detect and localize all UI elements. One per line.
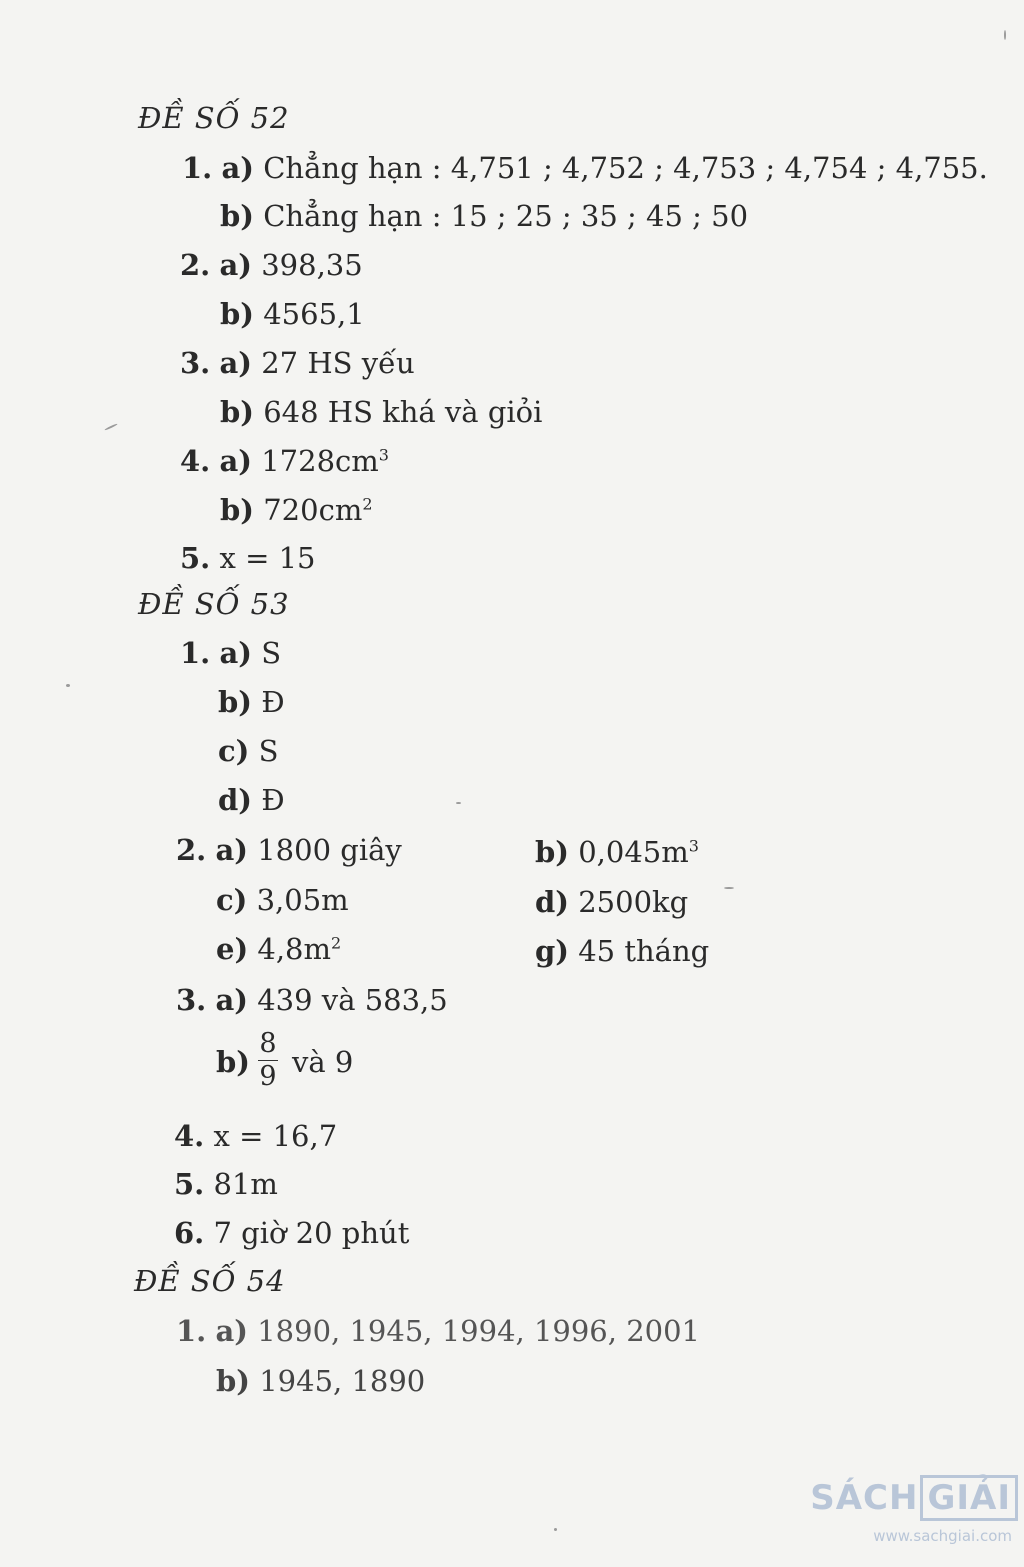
question-number: 4. (180, 444, 211, 478)
answer-53-2d (535, 884, 688, 920)
answer-text: x = 16,7 (213, 1119, 338, 1153)
answer-54-1b (216, 1363, 425, 1399)
answer-53-2c (216, 882, 349, 918)
fraction-8-9 (258, 1030, 278, 1091)
answer-text: 2500kg (578, 885, 689, 919)
answer-text: Chẳng hạn : 15 ; 25 ; 35 ; 45 ; 50 (263, 199, 749, 233)
answer-52-4a (180, 443, 389, 479)
exponent: 3 (378, 445, 389, 465)
part-label: b) (220, 199, 254, 233)
part-label: c) (218, 734, 250, 768)
part-label: b) (218, 685, 252, 719)
part-label: d) (218, 783, 252, 817)
answer-52-2a (180, 247, 363, 283)
fraction-denominator: 9 (259, 1061, 277, 1092)
answer-52-5 (180, 540, 316, 576)
answer-52-2b (220, 296, 365, 332)
answer-text: 4,8m (257, 932, 332, 966)
answer-53-2b (535, 834, 699, 870)
answer-text: 4565,1 (263, 297, 365, 331)
answer-text: 439 và 583,5 (257, 983, 448, 1017)
part-label: a) (215, 1314, 249, 1348)
question-number: 1. (176, 1314, 207, 1348)
answer-text: Đ (261, 685, 285, 719)
answer-53-5 (174, 1166, 278, 1202)
answer-52-1b (220, 198, 748, 234)
part-label: a) (215, 833, 249, 867)
answer-53-4 (174, 1118, 337, 1154)
answer-52-1a (182, 150, 988, 186)
part-label: d) (535, 885, 569, 919)
question-number: 6. (174, 1216, 205, 1250)
answer-52-3b (220, 394, 542, 430)
answer-text: 1800 giây (257, 833, 402, 867)
question-number: 1. (180, 636, 211, 670)
part-label: a) (219, 444, 253, 478)
question-number: 1. (182, 151, 213, 185)
scan-speck (1004, 30, 1006, 40)
question-number: 5. (180, 541, 211, 575)
part-label: a) (219, 346, 253, 380)
answer-53-3a (176, 982, 448, 1018)
logo-text-right: GIẢI (920, 1475, 1018, 1521)
question-number: 2. (180, 248, 211, 282)
question-number: 5. (174, 1167, 205, 1201)
part-label: c) (216, 883, 248, 917)
answer-text: 3,05m (256, 883, 349, 917)
answer-text: 27 HS yếu (261, 346, 415, 380)
answer-text: 1890, 1945, 1994, 1996, 2001 (257, 1314, 700, 1348)
answer-text: 1945, 1890 (259, 1364, 426, 1398)
fraction-numerator: 8 (259, 1028, 277, 1059)
answer-53-1d (218, 782, 285, 818)
logo-wordmark (810, 1475, 1018, 1521)
answer-53-2a (176, 832, 402, 868)
part-label: e) (216, 932, 249, 966)
answer-53-2e (216, 931, 341, 967)
answer-52-3a (180, 345, 415, 381)
part-label: b) (216, 1364, 250, 1398)
part-label: b) (220, 395, 254, 429)
answer-53-3b-label (216, 1044, 250, 1080)
answer-text: 7 giờ 20 phút (213, 1216, 410, 1250)
question-number: 3. (176, 983, 207, 1017)
answer-text: 720cm (263, 493, 363, 527)
answer-text: 81m (213, 1167, 278, 1201)
part-label: a) (215, 983, 249, 1017)
answer-text: 398,35 (261, 248, 363, 282)
scan-speck (554, 1528, 557, 1531)
part-label: a) (219, 248, 253, 282)
answer-53-2g (535, 933, 709, 969)
answer-text: 0,045m (578, 835, 689, 869)
section-title-53: ĐỀ SỐ 53 (138, 587, 290, 621)
scan-speck (456, 802, 461, 804)
question-number: 2. (176, 833, 207, 867)
part-label: b) (535, 835, 569, 869)
answer-53-1b (218, 684, 285, 720)
part-label: a) (221, 151, 255, 185)
exponent: 3 (688, 836, 699, 856)
answer-54-1a (176, 1313, 700, 1349)
logo-text-left: SÁCH (810, 1478, 919, 1518)
question-number: 4. (174, 1119, 205, 1153)
exponent: 2 (331, 933, 342, 953)
answer-text: 1728cm (261, 444, 379, 478)
answer-53-3b (292, 1044, 353, 1080)
answer-text: Chẳng hạn : 4,751 ; 4,752 ; 4,753 ; 4,754 ; 4,755. (263, 151, 988, 185)
answer-53-1a (180, 635, 281, 671)
scan-speck (66, 684, 70, 687)
section-title-52: ĐỀ SỐ 52 (138, 101, 290, 135)
part-label: g) (535, 934, 569, 968)
part-label: b) (216, 1045, 250, 1079)
scan-speck (104, 423, 118, 431)
section-title-54: ĐỀ SỐ 54 (134, 1264, 286, 1298)
answer-53-6 (174, 1215, 409, 1251)
scan-speck (724, 887, 734, 889)
answer-text: 45 tháng (578, 934, 710, 968)
part-label: b) (220, 493, 254, 527)
exponent: 2 (362, 494, 373, 514)
answer-text: Đ (261, 783, 285, 817)
question-number: 3. (180, 346, 211, 380)
part-label: a) (219, 636, 253, 670)
answer-text: và 9 (292, 1045, 354, 1079)
logo-url: www.sachgiai.com (873, 1527, 1012, 1545)
answer-text: S (261, 636, 282, 670)
answer-52-4b (220, 492, 373, 528)
answer-text: 648 HS khá và giỏi (263, 395, 543, 429)
sachgiai-logo (808, 1475, 1018, 1555)
answer-text: S (258, 734, 279, 768)
answer-text: x = 15 (219, 541, 316, 575)
answer-53-1c (218, 733, 278, 769)
part-label: b) (220, 297, 254, 331)
